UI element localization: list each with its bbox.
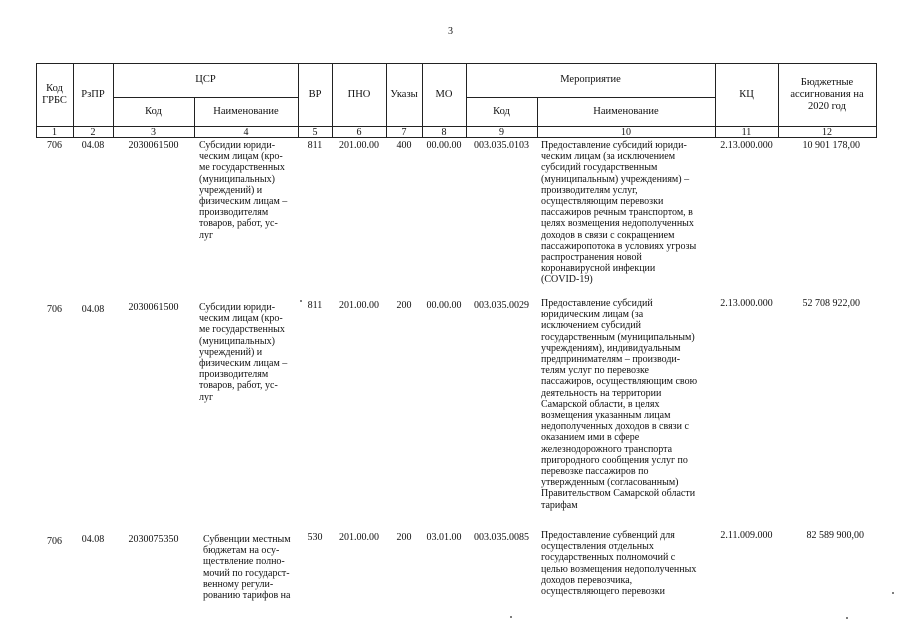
cell-amount: 52 708 922,00 bbox=[802, 298, 860, 309]
cell-kc: 2.13.000.000 bbox=[720, 140, 773, 151]
cell-grbs: 706 bbox=[47, 536, 62, 547]
cell-kc: 2.11.009.000 bbox=[720, 530, 773, 541]
header-grbs: Код ГРБС bbox=[42, 82, 67, 106]
cell-pno: 201.00.00 bbox=[339, 532, 379, 543]
header-budget: Бюджетные ассигнования на 2020 год bbox=[790, 76, 864, 112]
cell-event-code: 003.035.0103 bbox=[474, 140, 529, 151]
column-number: 8 bbox=[441, 127, 447, 138]
column-number: 3 bbox=[151, 127, 156, 138]
cell-amount: 82 589 900,00 bbox=[806, 530, 864, 541]
cell-event-name: Предоставление субвенций для осуществления отдельных государственных полномочий с целью возмещения недополученных доходов перевозчика, осуществляющего перевозки bbox=[541, 530, 697, 598]
cell-vr: 811 bbox=[307, 140, 323, 151]
column-number: 10 bbox=[621, 127, 631, 138]
cell-ukazy: 200 bbox=[396, 300, 412, 311]
cell-ukazy: 400 bbox=[396, 140, 412, 151]
cell-csr-name: Субвенции местным бюджетам на осу- ществление полно- мочий по государст- венному регули- рованию тарифов на bbox=[203, 534, 291, 602]
column-number: 1 bbox=[52, 127, 57, 138]
cell-pno: 201.00.00 bbox=[339, 300, 379, 311]
column-number: 2 bbox=[90, 127, 96, 138]
cell-mo: 00.00.00 bbox=[426, 140, 462, 151]
header-event: Мероприятие bbox=[560, 74, 621, 85]
column-number: 7 bbox=[401, 127, 407, 138]
cell-kc: 2.13.000.000 bbox=[720, 298, 773, 309]
scan-speck bbox=[510, 616, 512, 618]
header-vr: ВР bbox=[308, 88, 322, 100]
cell-csr-code: 2030075350 bbox=[128, 534, 179, 545]
header-kc: КЦ bbox=[739, 88, 754, 100]
cell-event-name: Предоставление субсидий юридическим лицам (за исключением субсидий государственным (муниципальным) учреждениям), индивидуальным предпринимателям – производи- телям услуг по перевозке пассажиров, осуществляющим свою деятельность на территории Самарской области, в целях возмещения указанным лицам недополученных доходов в связи с оказанием ими в сфере железнодорожного транспорта пригородного сообщения услуг по перевозке пассажиров по утвержденным (согласованным) Правительством Самарской области тарифам bbox=[541, 298, 698, 511]
header-csr: ЦСР bbox=[195, 74, 216, 85]
cell-amount: 10 901 178,00 bbox=[802, 140, 860, 151]
column-number: 9 bbox=[499, 127, 504, 138]
header-mo: МО bbox=[435, 88, 453, 100]
header-rzpr: РзПР bbox=[81, 88, 105, 100]
col-divider bbox=[876, 63, 877, 138]
column-number: 5 bbox=[312, 127, 318, 138]
cell-grbs: 706 bbox=[47, 304, 62, 315]
cell-rzpr: 04.08 bbox=[81, 534, 105, 545]
scan-speck bbox=[300, 300, 302, 302]
cell-event-code: 003.035.0085 bbox=[474, 532, 529, 543]
cell-ukazy: 200 bbox=[396, 532, 412, 543]
header-pno: ПНО bbox=[347, 88, 371, 100]
page-number: 3 bbox=[448, 26, 453, 37]
cell-event-name: Предоставление субсидий юриди- ческим лицам (за исключением субсидий государственным (муниципальным) учреждениям) – производителям услуг, осуществляющим перевозки пассажиров речным транспортом, в целях возмещения недополученных доходов в связи с сокращением пассажиропотока в условиях угрозы распространения новой коронавирусной инфекции (COVID-19) bbox=[541, 140, 697, 286]
cell-event-code: 003.035.0029 bbox=[474, 300, 529, 311]
cell-pno: 201.00.00 bbox=[339, 140, 379, 151]
cell-grbs: 706 bbox=[47, 140, 62, 151]
column-number: 6 bbox=[356, 127, 362, 138]
scan-speck bbox=[892, 592, 894, 594]
column-number: 11 bbox=[741, 127, 752, 138]
header-ukazy: Указы bbox=[390, 88, 418, 100]
cell-rzpr: 04.08 bbox=[81, 304, 105, 315]
cell-mo: 00.00.00 bbox=[426, 300, 462, 311]
cell-vr: 530 bbox=[307, 532, 323, 543]
column-number: 4 bbox=[243, 127, 249, 138]
header-event-code: Код bbox=[493, 105, 510, 117]
cell-mo: 03.01.00 bbox=[426, 532, 462, 543]
cell-vr: 811 bbox=[307, 300, 323, 311]
cell-csr-code: 2030061500 bbox=[128, 140, 179, 151]
column-number: 12 bbox=[822, 127, 832, 138]
header-csr-code: Код bbox=[145, 105, 162, 117]
cell-csr-name: Субсидии юриди- ческим лицам (кро- ме государственных (муниципальных) учреждений) и физическим лицам – производителям товаров, работ, ус- луг bbox=[199, 302, 288, 403]
header-event-name: Наименование bbox=[593, 105, 659, 117]
header-csr-name: Наименование bbox=[213, 105, 279, 117]
cell-csr-code: 2030061500 bbox=[128, 302, 179, 313]
scan-speck bbox=[846, 617, 848, 619]
cell-csr-name: Субсидии юриди- ческим лицам (кро- ме государственных (муниципальных) учреждений) и физическим лицам – производителям товаров, работ, ус- луг bbox=[199, 140, 288, 241]
cell-rzpr: 04.08 bbox=[81, 140, 105, 151]
